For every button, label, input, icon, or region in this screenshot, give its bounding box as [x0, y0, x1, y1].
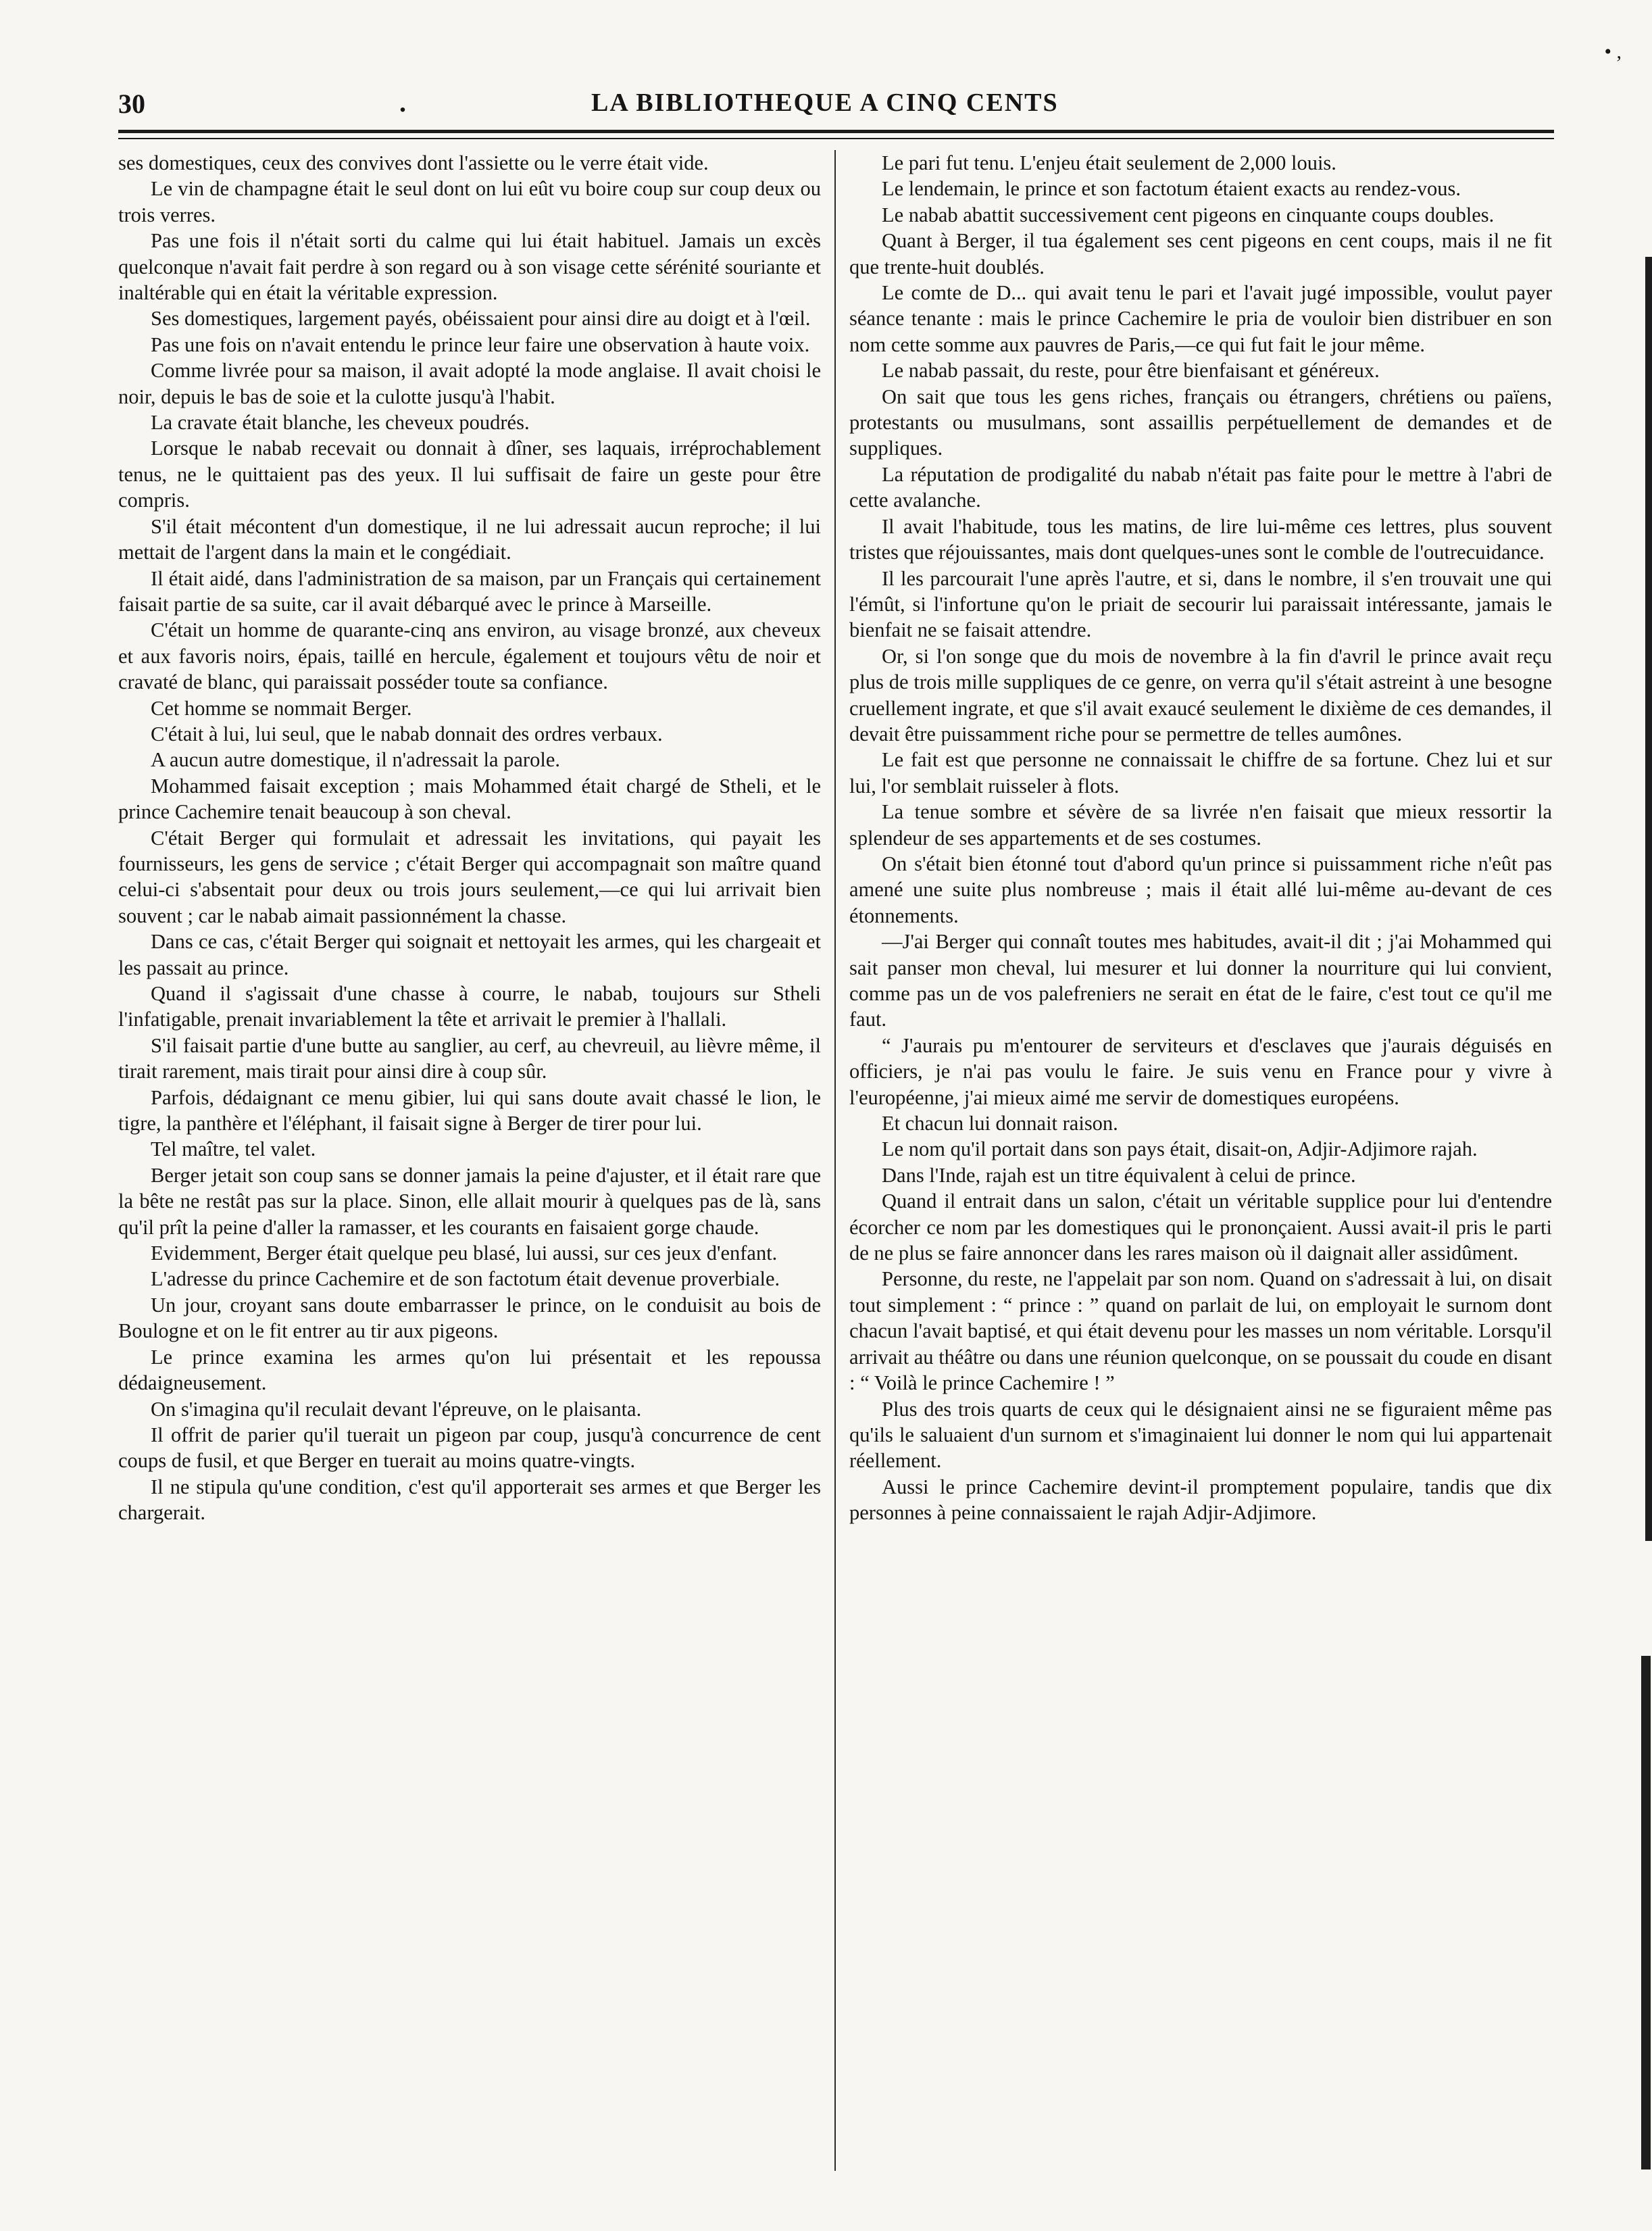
paragraph: Le nabab passait, du reste, pour être bienfaisant et généreux.	[882, 359, 1380, 383]
paragraph: Plus des trois quarts de ceux qui le désignaient ainsi ne se figuraient même pas qu'ils le saluaient d'un surnom et s'imaginaient lui donner le nom qui lui appartenait réellement.	[849, 1397, 1552, 1473]
paragraph: Un jour, croyant sans doute embarrasser le prince, on le conduisit au bois de Boulogne et on le fit entrer au tir aux pigeons.	[118, 1293, 821, 1343]
paragraph: Dans ce cas, c'était Berger qui soignait et nettoyait les armes, qui les chargeait et les passait au prince.	[118, 930, 821, 979]
running-title: LA BIBLIOTHEQUE A CINQ CENTS	[591, 89, 1059, 117]
paragraph: Or, si l'on songe que du mois de novembre à la fin d'avril le prince avait reçu plus de trois mille suppliques de ce genre, on verra qu'il s'était astreint à une besogne cruellement ingrate, et que s'il avait exaucé seulement le dixième de ces demandes, il devait être puissamment riche pour se permettre de telles aumônes.	[849, 644, 1552, 745]
paragraph: La cravate était blanche, les cheveux poudrés.	[151, 411, 530, 435]
paragraph: Lorsque le nabab recevait ou donnait à dîner, ses laquais, irréprochablement tenus, ne le quittaient pas des yeux. Il lui suffisait de faire un geste pour être compris.	[118, 437, 821, 512]
paragraph: Le nabab abattit successivement cent pigeons en cinquante coups doubles.	[882, 203, 1495, 226]
paragraph: Le fait est que personne ne connaissait le chiffre de sa fortune. Chez lui et sur lui, l'or semblait ruisseler à flots.	[849, 748, 1552, 798]
paragraph: Il avait l'habitude, tous les matins, de lire lui-même ces lettres, plus souvent tristes que réjouissantes, mais dont quelques-unes sont le comble de l'outrecuidance.	[849, 514, 1552, 564]
column-divider	[834, 150, 836, 2171]
paragraph: Aussi le prince Cachemire devint-il promptement populaire, tandis que dix personnes à peine connaissaient le rajah Adjir-Adjimore.	[849, 1475, 1552, 1525]
paragraph: Le comte de D... qui avait tenu le pari et l'avait jugé impossible, voulut payer séance tenante : mais le prince Cachemire le pria de vouloir bien distribuer en son nom cette somme aux pauvres de Paris,—ce qui fut fait le jour même.	[849, 281, 1552, 356]
paragraph: L'adresse du prince Cachemire et de son factotum était devenue proverbiale.	[151, 1267, 780, 1291]
left-column	[118, 150, 821, 2171]
text-columns	[118, 150, 1554, 2171]
paragraph: On sait que tous les gens riches, français ou étrangers, chrétiens ou païens, protestants ou musulmans, sont assaillis perpétuellement de demandes et de suppliques.	[849, 385, 1552, 460]
paragraph: C'était à lui, lui seul, que le nabab donnait des ordres verbaux.	[151, 722, 663, 745]
paragraph: ses domestiques, ceux des convives dont l'assiette ou le verre était vide.	[118, 151, 709, 174]
paragraph: Cet homme se nommait Berger.	[151, 696, 412, 720]
paragraph: Il ne stipula qu'une condition, c'est qu'il apporterait ses armes et que Berger les chargerait.	[118, 1475, 821, 1525]
paragraph: S'il faisait partie d'une butte au sanglier, au cerf, au chevreuil, au lièvre même, il tirait rarement, mais tirait pour ainsi dire à coup sûr.	[118, 1033, 821, 1083]
binding-edge-shadow	[1641, 1656, 1651, 2169]
paragraph: A aucun autre domestique, il n'adressait la parole.	[151, 748, 560, 772]
paragraph: Berger jetait son coup sans se donner jamais la peine d'ajuster, et il était rare que la bête ne restât pas sur la place. Sinon, elle allait mourir à quelques pas de là, sans qu'il prît la peine d'aller la ramasser, et les courants en faisaient gorge chaude.	[118, 1163, 821, 1239]
paragraph: Le pari fut tenu. L'enjeu était seulement de 2,000 louis.	[882, 151, 1336, 174]
paragraph: Le lendemain, le prince et son factotum étaient exacts au rendez-vous.	[882, 177, 1461, 201]
paragraph: Ses domestiques, largement payés, obéissaient pour ainsi dire au doigt et à l'œil.	[151, 307, 811, 330]
page-header	[118, 81, 1554, 123]
paragraph: Quand il s'agissait d'une chasse à courre, le nabab, toujours sur Stheli l'infatigable, prenait invariablement la tête et arrivait le premier à l'hallali.	[118, 982, 821, 1031]
paragraph: Mohammed faisait exception ; mais Mohammed était chargé de Stheli, et le prince Cachemire tenait beaucoup à son cheval.	[118, 774, 821, 824]
paragraph: On s'était bien étonné tout d'abord qu'un prince si puissamment riche n'eût pas amené une suite plus nombreuse ; mais il était allé lui-même au-devant de ces étonnements.	[849, 852, 1552, 927]
paragraph: Il les parcourait l'une après l'autre, et si, dans le nombre, il s'en trouvait une qui l'émût, si l'infortune qu'on le priait de secourir lui paraissait intéressante, jamais le bienfait ne se faisait attendre.	[849, 566, 1552, 642]
paragraph: Il offrit de parier qu'il tuerait un pigeon par coup, jusqu'à concurrence de cent coups de fusil, et que Berger en tuerait au moins quatre-vingts.	[118, 1423, 821, 1473]
right-column	[849, 150, 1552, 2171]
paragraph: —J'ai Berger qui connaît toutes mes habitudes, avait-il dit ; j'ai Mohammed qui sait panser mon cheval, lui mesurer et lui donner la nourriture qui lui convient, comme pas un de vos palefreniers ne serait en état de le faire, c'est tout ce qu'il me faut.	[849, 930, 1552, 1031]
paragraph: “ J'aurais pu m'entourer de serviteurs et d'esclaves que j'aurais déguisés en officiers, je n'ai pas voulu le faire. Je suis venu en France pour y vivre à l'européenne, j'ai mieux aimé me servir de domestiques européens.	[849, 1033, 1552, 1109]
page	[118, 81, 1554, 2183]
paragraph: Pas une fois on n'avait entendu le prince leur faire une observation à haute voix.	[151, 333, 810, 356]
header-rule-thick	[118, 130, 1554, 133]
paragraph: La réputation de prodigalité du nabab n'était pas faite pour le mettre à l'abri de cette avalanche.	[849, 462, 1552, 512]
header-dot: .	[399, 87, 406, 118]
paragraph: Il était aidé, dans l'administration de sa maison, par un Français qui certainement faisait partie de sa suite, car il avait débarqué avec le prince à Marseille.	[118, 566, 821, 616]
paragraph: Parfois, dédaignant ce menu gibier, lui qui sans doute avait chassé le lion, le tigre, la panthère et l'éléphant, il faisait signe à Berger de tirer pour lui.	[118, 1085, 821, 1135]
paragraph: Le prince examina les armes qu'on lui présentait et les repoussa dédaigneusement.	[118, 1345, 821, 1395]
paragraph: Dans l'Inde, rajah est un titre équivalent à celui de prince.	[882, 1163, 1356, 1187]
paragraph: La tenue sombre et sévère de sa livrée n'en faisait que mieux ressortir la splendeur de ses appartements et de ses costumes.	[849, 800, 1552, 850]
paragraph: C'était un homme de quarante-cinq ans environ, au visage bronzé, aux cheveux et aux favoris noirs, épais, taillé en hercule, également et toujours vêtu de noir et cravaté de blanc, qui paraissait posséder toute sa confiance.	[118, 618, 821, 694]
paragraph: S'il était mécontent d'un domestique, il ne lui adressait aucun reproche; il lui mettait de l'argent dans la main et le congédiait.	[118, 514, 821, 564]
paragraph: C'était Berger qui formulait et adressait les invitations, qui payait les fournisseurs, les gens de service ; c'était Berger qui accompagnait son maître quand celui-ci s'absentait pour deux ou trois jours seulement,—ce qui lui arrivait bien souvent ; car le nabab aimait passionnément la chasse.	[118, 826, 821, 927]
paragraph: Tel maître, tel valet.	[151, 1137, 316, 1161]
paragraph: On s'imagina qu'il reculait devant l'épreuve, on le plaisanta.	[151, 1397, 642, 1421]
paragraph: Le nom qu'il portait dans son pays était, disait-on, Adjir-Adjimore rajah.	[882, 1137, 1478, 1161]
paragraph: Et chacun lui donnait raison.	[882, 1112, 1118, 1135]
paragraph: Comme livrée pour sa maison, il avait adopté la mode anglaise. Il avait choisi le noir, depuis le bas de soie et la culotte jusqu'à l'habit.	[118, 359, 821, 408]
paragraph: Quand il entrait dans un salon, c'était un véritable supplice pour lui d'entendre écorcher ce nom par les domestiques qui le prononçaient. Aussi avait-il pris le parti de ne plus se faire annoncer dans les rares maison où il daignait aller assidûment.	[849, 1190, 1552, 1265]
paragraph: Evidemment, Berger était quelque peu blasé, lui aussi, sur ces jeux d'enfant.	[151, 1242, 778, 1265]
paragraph: Pas une fois il n'était sorti du calme qui lui était habituel. Jamais un excès quelconque n'avait fait perdre à son regard ou à son visage cette sérénité souriante et inaltérable qui en était la véritable expression.	[118, 229, 821, 305]
binding-edge-shadow	[1645, 257, 1652, 1541]
paragraph: Le vin de champagne était le seul dont on lui eût vu boire coup sur coup deux ou trois verres.	[118, 177, 821, 226]
header-rule-thin	[118, 138, 1554, 139]
page-number: 30	[118, 89, 145, 119]
paragraph: Quant à Berger, il tua également ses cent pigeons en cent coups, mais il ne fit que trente-huit doublés.	[849, 229, 1552, 278]
paragraph: Personne, du reste, ne l'appelait par son nom. Quand on s'adressait à lui, on disait tout simplement : “ prince : ” quand on parlait de lui, on employait le surnom dont chacun l'avait baptisé, et qui était devenu pour les masses un nom véritable. Lorsqu'il arrivait au théâtre ou dans une réunion quelconque, on se poussait du coude en disant : “ Voilà le prince Cachemire ! ”	[849, 1267, 1552, 1395]
corner-mark: • ,	[1604, 41, 1622, 63]
